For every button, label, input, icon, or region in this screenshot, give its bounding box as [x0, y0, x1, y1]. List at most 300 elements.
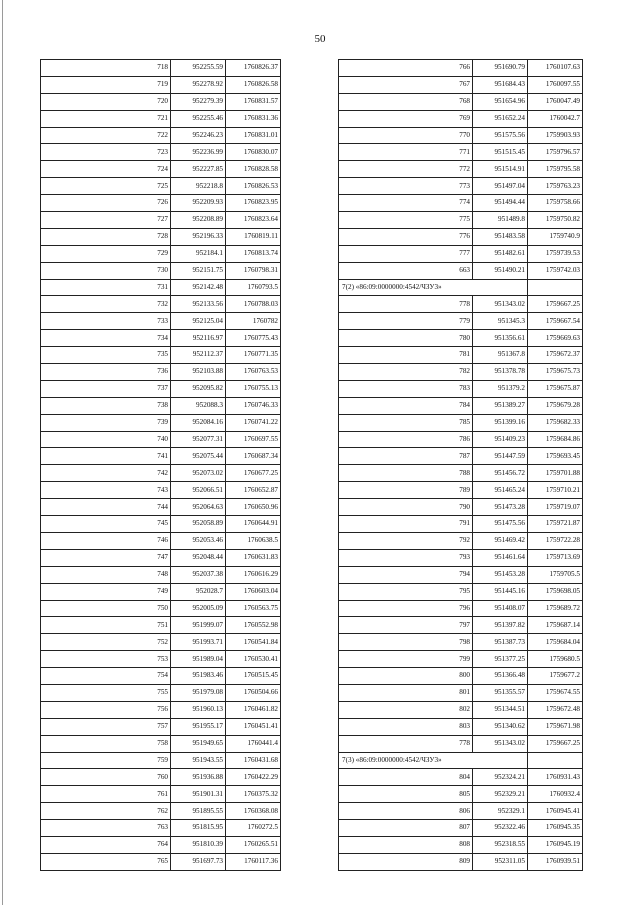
y-coordinate-cell: 1760798.31: [226, 262, 281, 279]
y-coordinate-cell: 1759679.28: [528, 397, 583, 414]
x-coordinate-cell: 952151.75: [171, 262, 226, 279]
x-coordinate-cell: 952311.05: [473, 853, 528, 870]
x-coordinate-cell: 951979.08: [171, 684, 226, 701]
y-coordinate-cell: 1759721.87: [528, 516, 583, 533]
table-row: [339, 516, 583, 533]
x-coordinate-cell: 952142.48: [171, 279, 226, 296]
table-row: [41, 836, 281, 853]
table-row: [339, 178, 583, 195]
y-coordinate-cell: 1759698.05: [528, 583, 583, 600]
point-number-cell: 737: [41, 380, 171, 397]
point-number-cell: 729: [41, 245, 171, 262]
x-coordinate-cell: 951447.59: [473, 448, 528, 465]
table-row: [41, 195, 281, 212]
point-number-cell: 763: [41, 820, 171, 837]
y-coordinate-cell: 1760650.96: [226, 499, 281, 516]
y-coordinate-cell: 1759674.55: [528, 684, 583, 701]
point-number-cell: 786: [339, 431, 473, 448]
y-coordinate-cell: 1760504.66: [226, 684, 281, 701]
x-coordinate-cell: 951461.64: [473, 549, 528, 566]
table-row: [339, 532, 583, 549]
point-number-cell: 796: [339, 600, 473, 617]
point-number-cell: 720: [41, 93, 171, 110]
point-number-cell: 790: [339, 499, 473, 516]
section-header-row: [339, 752, 583, 769]
coordinates-table-left: [40, 59, 281, 871]
x-coordinate-cell: 951490.21: [473, 262, 528, 279]
point-number-cell: 778: [339, 735, 473, 752]
y-coordinate-cell: 1759684.04: [528, 634, 583, 651]
x-coordinate-cell: 952133.56: [171, 296, 226, 313]
point-number-cell: 771: [339, 144, 473, 161]
point-number-cell: 774: [339, 195, 473, 212]
point-number-cell: 809: [339, 853, 473, 870]
y-coordinate-cell: 1759682.33: [528, 414, 583, 431]
point-number-cell: 779: [339, 313, 473, 330]
y-coordinate-cell: 1760431.68: [226, 752, 281, 769]
x-coordinate-cell: 952073.02: [171, 465, 226, 482]
table-row: [41, 127, 281, 144]
table-row: [339, 684, 583, 701]
point-number-cell: 803: [339, 718, 473, 735]
y-coordinate-cell: 1759795.58: [528, 161, 583, 178]
table-row: [339, 262, 583, 279]
y-coordinate-cell: 1760831.57: [226, 93, 281, 110]
x-coordinate-cell: 952255.46: [171, 110, 226, 127]
y-coordinate-cell: 1760616.29: [226, 566, 281, 583]
x-coordinate-cell: 952209.93: [171, 195, 226, 212]
x-coordinate-cell: 952125.04: [171, 313, 226, 330]
point-number-cell: 747: [41, 549, 171, 566]
table-row: [339, 212, 583, 229]
table-row: [41, 448, 281, 465]
y-coordinate-cell: 1760813.74: [226, 245, 281, 262]
table-row: [41, 684, 281, 701]
table-row: [339, 600, 583, 617]
table-row: [41, 178, 281, 195]
x-coordinate-cell: 952048.44: [171, 549, 226, 566]
x-coordinate-cell: 951494.44: [473, 195, 528, 212]
y-coordinate-cell: 1760107.63: [528, 60, 583, 77]
y-coordinate-cell: 1760265.51: [226, 836, 281, 853]
point-number-cell: 801: [339, 684, 473, 701]
x-coordinate-cell: 952005.09: [171, 600, 226, 617]
x-coordinate-cell: 951652.24: [473, 110, 528, 127]
point-number-cell: 806: [339, 803, 473, 820]
point-number-cell: 769: [339, 110, 473, 127]
x-coordinate-cell: 951356.61: [473, 330, 528, 347]
point-number-cell: 766: [339, 60, 473, 77]
y-coordinate-cell: 1759672.48: [528, 701, 583, 718]
point-number-cell: 733: [41, 313, 171, 330]
x-coordinate-cell: 952053.46: [171, 532, 226, 549]
y-coordinate-cell: 1759671.98: [528, 718, 583, 735]
point-number-cell: 776: [339, 228, 473, 245]
y-coordinate-cell: 1760677.25: [226, 465, 281, 482]
point-number-cell: 757: [41, 718, 171, 735]
y-coordinate-cell: 1760047.49: [528, 93, 583, 110]
x-coordinate-cell: 951993.71: [171, 634, 226, 651]
x-coordinate-cell: 952322.46: [473, 820, 528, 837]
x-coordinate-cell: 952116.97: [171, 330, 226, 347]
coordinates-table-right: [338, 59, 583, 871]
y-coordinate-cell: 1760771.35: [226, 347, 281, 364]
point-number-cell: 731: [41, 279, 171, 296]
x-coordinate-cell: 952077.31: [171, 431, 226, 448]
table-row: [41, 769, 281, 786]
y-coordinate-cell: 1760272.5: [226, 820, 281, 837]
table-row: [41, 566, 281, 583]
y-coordinate-cell: 1760515.45: [226, 668, 281, 685]
y-coordinate-cell: 1760461.82: [226, 701, 281, 718]
point-number-cell: 800: [339, 668, 473, 685]
point-number-cell: 743: [41, 482, 171, 499]
table-row: [41, 532, 281, 549]
point-number-cell: 762: [41, 803, 171, 820]
point-number-cell: 808: [339, 836, 473, 853]
y-coordinate-cell: 1760697.55: [226, 431, 281, 448]
x-coordinate-cell: 951983.46: [171, 668, 226, 685]
table-row: [41, 228, 281, 245]
x-coordinate-cell: 951575.56: [473, 127, 528, 144]
table-row: [339, 820, 583, 837]
y-coordinate-cell: 1760831.36: [226, 110, 281, 127]
table-row: [41, 499, 281, 516]
point-number-cell: 788: [339, 465, 473, 482]
table-row: [339, 380, 583, 397]
point-number-cell: 756: [41, 701, 171, 718]
table-row: [339, 718, 583, 735]
point-number-cell: 744: [41, 499, 171, 516]
x-coordinate-cell: 952318.55: [473, 836, 528, 853]
x-coordinate-cell: 952066.51: [171, 482, 226, 499]
y-coordinate-cell: 1760823.95: [226, 195, 281, 212]
x-coordinate-cell: 952196.33: [171, 228, 226, 245]
x-coordinate-cell: 951960.13: [171, 701, 226, 718]
table-row: [339, 110, 583, 127]
y-coordinate-cell: 1759796.57: [528, 144, 583, 161]
scan-edge-line: [2, 0, 3, 905]
point-number-cell: 746: [41, 532, 171, 549]
x-coordinate-cell: 951943.55: [171, 752, 226, 769]
point-number-cell: 727: [41, 212, 171, 229]
x-coordinate-cell: 951810.39: [171, 836, 226, 853]
x-coordinate-cell: 951408.07: [473, 600, 528, 617]
point-number-cell: 753: [41, 651, 171, 668]
table-row: [41, 583, 281, 600]
point-number-cell: 723: [41, 144, 171, 161]
y-coordinate-cell: 1759693.45: [528, 448, 583, 465]
table-row: [339, 195, 583, 212]
table-row: [41, 414, 281, 431]
x-coordinate-cell: 952246.23: [171, 127, 226, 144]
y-coordinate-cell: 1760652.87: [226, 482, 281, 499]
point-number-cell: 755: [41, 684, 171, 701]
x-coordinate-cell: 952278.92: [171, 76, 226, 93]
y-coordinate-cell: 1760775.43: [226, 330, 281, 347]
y-coordinate-cell: 1759710.21: [528, 482, 583, 499]
table-row: [339, 769, 583, 786]
y-coordinate-cell: 1760755.13: [226, 380, 281, 397]
table-row: [339, 566, 583, 583]
point-number-cell: 772: [339, 161, 473, 178]
point-number-cell: 778: [339, 296, 473, 313]
table-row: [339, 330, 583, 347]
point-number-cell: 663: [339, 262, 473, 279]
table-row: [41, 516, 281, 533]
x-coordinate-cell: 951378.78: [473, 364, 528, 381]
table-row: [41, 465, 281, 482]
x-coordinate-cell: 951389.27: [473, 397, 528, 414]
table-row: [41, 431, 281, 448]
point-number-cell: 805: [339, 786, 473, 803]
y-coordinate-cell: 1759675.73: [528, 364, 583, 381]
point-number-cell: 793: [339, 549, 473, 566]
x-coordinate-cell: 952324.21: [473, 769, 528, 786]
point-number-cell: 761: [41, 786, 171, 803]
x-coordinate-cell: 952064.63: [171, 499, 226, 516]
table-row: [41, 549, 281, 566]
table-row: [339, 431, 583, 448]
table-row: [41, 60, 281, 77]
table-row: [41, 330, 281, 347]
table-row: [339, 347, 583, 364]
point-number-cell: 741: [41, 448, 171, 465]
table-row: [339, 651, 583, 668]
x-coordinate-cell: 952184.1: [171, 245, 226, 262]
table-row: [41, 110, 281, 127]
table-row: [339, 853, 583, 870]
point-number-cell: 775: [339, 212, 473, 229]
point-number-cell: 722: [41, 127, 171, 144]
table-row: [41, 701, 281, 718]
table-row: [339, 668, 583, 685]
point-number-cell: 742: [41, 465, 171, 482]
table-row: [41, 76, 281, 93]
y-coordinate-cell: 1760097.55: [528, 76, 583, 93]
table-row: [339, 127, 583, 144]
table-row: [41, 212, 281, 229]
y-coordinate-cell: 1759684.86: [528, 431, 583, 448]
table-row: [41, 634, 281, 651]
x-coordinate-cell: 952329.1: [473, 803, 528, 820]
point-number-cell: 791: [339, 516, 473, 533]
y-coordinate-cell: 1759689.72: [528, 600, 583, 617]
y-coordinate-cell: 1760826.58: [226, 76, 281, 93]
point-number-cell: 773: [339, 178, 473, 195]
point-number-cell: 760: [41, 769, 171, 786]
point-number-cell: 748: [41, 566, 171, 583]
y-coordinate-cell: 1760631.83: [226, 549, 281, 566]
section-label: 7(3) «86:09:0000000:4542/ЧЗУ3»: [339, 752, 528, 769]
table-row: [339, 499, 583, 516]
table-row: [339, 735, 583, 752]
y-coordinate-cell: 1759667.54: [528, 313, 583, 330]
point-number-cell: 728: [41, 228, 171, 245]
table-row: [339, 397, 583, 414]
point-number-cell: 732: [41, 296, 171, 313]
y-coordinate-cell: 1759722.28: [528, 532, 583, 549]
x-coordinate-cell: 951465.24: [473, 482, 528, 499]
y-coordinate-cell: 1759705.5: [528, 566, 583, 583]
point-number-cell: 750: [41, 600, 171, 617]
table-row: [339, 60, 583, 77]
point-number-cell: 799: [339, 651, 473, 668]
point-number-cell: 797: [339, 617, 473, 634]
y-coordinate-cell: 1760451.41: [226, 718, 281, 735]
table-row: [339, 144, 583, 161]
x-coordinate-cell: 951901.31: [171, 786, 226, 803]
x-coordinate-cell: 951456.72: [473, 465, 528, 482]
point-number-cell: 765: [41, 853, 171, 870]
x-coordinate-cell: 951345.3: [473, 313, 528, 330]
point-number-cell: 751: [41, 617, 171, 634]
table-row: [339, 76, 583, 93]
y-coordinate-cell: 1759667.25: [528, 735, 583, 752]
x-coordinate-cell: 951409.23: [473, 431, 528, 448]
y-coordinate-cell: 1760375.32: [226, 786, 281, 803]
point-number-cell: 783: [339, 380, 473, 397]
y-coordinate-cell: 1760793.5: [226, 279, 281, 296]
table-row: [41, 600, 281, 617]
x-coordinate-cell: 951343.02: [473, 296, 528, 313]
empty-cell: [528, 752, 583, 769]
y-coordinate-cell: 1760831.01: [226, 127, 281, 144]
point-number-cell: 781: [339, 347, 473, 364]
x-coordinate-cell: 951483.58: [473, 228, 528, 245]
x-coordinate-cell: 952227.85: [171, 161, 226, 178]
y-coordinate-cell: 1759719.07: [528, 499, 583, 516]
table-row: [339, 364, 583, 381]
table-row: [41, 820, 281, 837]
table-row: [339, 228, 583, 245]
point-number-cell: 752: [41, 634, 171, 651]
point-number-cell: 764: [41, 836, 171, 853]
x-coordinate-cell: 951949.65: [171, 735, 226, 752]
x-coordinate-cell: 951482.61: [473, 245, 528, 262]
y-coordinate-cell: 1760042.7: [528, 110, 583, 127]
table-row: [339, 836, 583, 853]
point-number-cell: 759: [41, 752, 171, 769]
y-coordinate-cell: 1759903.93: [528, 127, 583, 144]
x-coordinate-cell: 952329.21: [473, 786, 528, 803]
x-coordinate-cell: 952037.38: [171, 566, 226, 583]
x-coordinate-cell: 951989.04: [171, 651, 226, 668]
point-number-cell: 725: [41, 178, 171, 195]
point-number-cell: 782: [339, 364, 473, 381]
table-row: [339, 245, 583, 262]
x-coordinate-cell: 952112.37: [171, 347, 226, 364]
table-row: [41, 668, 281, 685]
y-coordinate-cell: 1760945.35: [528, 820, 583, 837]
point-number-cell: 734: [41, 330, 171, 347]
y-coordinate-cell: 1759742.03: [528, 262, 583, 279]
y-coordinate-cell: 1760638.5: [226, 532, 281, 549]
y-coordinate-cell: 1760819.11: [226, 228, 281, 245]
table-row: [339, 296, 583, 313]
x-coordinate-cell: 952255.59: [171, 60, 226, 77]
table-row: [339, 583, 583, 600]
x-coordinate-cell: 952279.39: [171, 93, 226, 110]
x-coordinate-cell: 951355.57: [473, 684, 528, 701]
table-row: [339, 482, 583, 499]
x-coordinate-cell: 951955.17: [171, 718, 226, 735]
x-coordinate-cell: 952236.99: [171, 144, 226, 161]
x-coordinate-cell: 951367.8: [473, 347, 528, 364]
point-number-cell: 736: [41, 364, 171, 381]
y-coordinate-cell: 1760563.75: [226, 600, 281, 617]
table-row: [339, 414, 583, 431]
y-coordinate-cell: 1760823.64: [226, 212, 281, 229]
y-coordinate-cell: 1759763.23: [528, 178, 583, 195]
x-coordinate-cell: 951654.96: [473, 93, 528, 110]
y-coordinate-cell: 1760687.34: [226, 448, 281, 465]
table-row: [41, 245, 281, 262]
x-coordinate-cell: 951343.02: [473, 735, 528, 752]
table-row: [41, 161, 281, 178]
y-coordinate-cell: 1760945.19: [528, 836, 583, 853]
point-number-cell: 780: [339, 330, 473, 347]
table-row: [41, 735, 281, 752]
y-coordinate-cell: 1760552.98: [226, 617, 281, 634]
table-row: [339, 549, 583, 566]
y-coordinate-cell: 1759680.5: [528, 651, 583, 668]
point-number-cell: 804: [339, 769, 473, 786]
x-coordinate-cell: 951397.82: [473, 617, 528, 634]
y-coordinate-cell: 1759739.53: [528, 245, 583, 262]
y-coordinate-cell: 1760763.53: [226, 364, 281, 381]
x-coordinate-cell: 951936.88: [171, 769, 226, 786]
y-coordinate-cell: 1760368.08: [226, 803, 281, 820]
x-coordinate-cell: 951469.42: [473, 532, 528, 549]
table-row: [339, 803, 583, 820]
table-row: [41, 752, 281, 769]
y-coordinate-cell: 1759667.25: [528, 296, 583, 313]
table-row: [41, 617, 281, 634]
x-coordinate-cell: 951475.56: [473, 516, 528, 533]
x-coordinate-cell: 952084.16: [171, 414, 226, 431]
y-coordinate-cell: 1759669.63: [528, 330, 583, 347]
x-coordinate-cell: 951497.04: [473, 178, 528, 195]
y-coordinate-cell: 1760741.22: [226, 414, 281, 431]
point-number-cell: 794: [339, 566, 473, 583]
table-row: [339, 634, 583, 651]
y-coordinate-cell: 1760441.4: [226, 735, 281, 752]
table-row: [41, 482, 281, 499]
y-coordinate-cell: 1760603.04: [226, 583, 281, 600]
x-coordinate-cell: 952208.89: [171, 212, 226, 229]
y-coordinate-cell: 1760931.43: [528, 769, 583, 786]
point-number-cell: 724: [41, 161, 171, 178]
x-coordinate-cell: 951999.07: [171, 617, 226, 634]
point-number-cell: 777: [339, 245, 473, 262]
y-coordinate-cell: 1760826.37: [226, 60, 281, 77]
point-number-cell: 807: [339, 820, 473, 837]
point-number-cell: 789: [339, 482, 473, 499]
x-coordinate-cell: 951815.95: [171, 820, 226, 837]
table-row: [339, 93, 583, 110]
point-number-cell: 719: [41, 76, 171, 93]
point-number-cell: 792: [339, 532, 473, 549]
x-coordinate-cell: 951344.51: [473, 701, 528, 718]
y-coordinate-cell: 1759687.14: [528, 617, 583, 634]
table-row: [41, 262, 281, 279]
x-coordinate-cell: 951697.73: [171, 853, 226, 870]
table-row: [41, 718, 281, 735]
x-coordinate-cell: 951690.79: [473, 60, 528, 77]
point-number-cell: 802: [339, 701, 473, 718]
x-coordinate-cell: 952103.88: [171, 364, 226, 381]
